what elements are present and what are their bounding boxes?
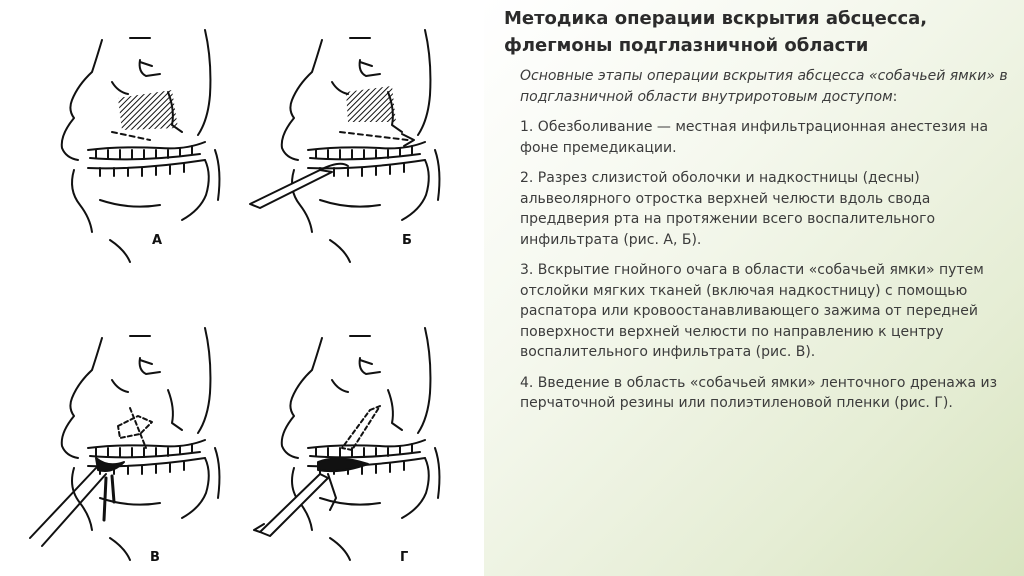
title-line-1: Методика операции вскрытия абсцесса, [504, 8, 928, 29]
bullet-step-1 [494, 117, 1014, 158]
bullet-step-4-text: 4. Введение в область «собачьей ямки» ленточного дренажа из перчаточной резины или полиэтиленовой пленки (рис. Г). [520, 374, 998, 411]
figure-label-a: А [152, 233, 163, 248]
bullet-intro [494, 66, 1014, 107]
bullet-step-4 [494, 373, 1014, 414]
figure-label-b: Б [402, 233, 412, 248]
figure-g-drawing [254, 328, 439, 560]
bullet-step-2 [494, 168, 1014, 250]
bullet-step-3 [494, 260, 1014, 363]
surgical-illustration-panel [0, 0, 484, 576]
text-panel [484, 0, 1024, 576]
figure-b-drawing [250, 30, 439, 262]
bullet-step-1-text: 1. Обезболивание — местная инфильтрационная анестезия на фоне премедикации. [520, 119, 989, 156]
bullet-list [494, 66, 1014, 424]
bullet-step-2-text: 2. Разрез слизистой оболочки и надкостницы (десны) альвеолярного отростка верхней челюсти вдоль свода преддверия рта на протяжении всего воспалительного инфильтрата (рис. А, Б). [520, 170, 936, 248]
bullet-intro-colon: : [892, 88, 898, 105]
bullet-intro-text: Основные этапы операции вскрытия абсцесса «собачьей ямки» в подглазничной области внутриротовым доступом [520, 68, 1008, 105]
surgical-illustration [0, 0, 484, 576]
figure-label-g: Г [400, 550, 409, 565]
slide-title [504, 5, 1014, 59]
title-line-2: флегмоны подглазничной области [504, 35, 869, 56]
figure-a-drawing [62, 30, 220, 262]
bullet-step-3-text: 3. Вскрытие гнойного очага в области «собачьей ямки» путем отслойки мягких тканей (включая надкостницу) с помощью распатора или кровоостанавливающего зажима от передней поверхности верхней челюсти по направлению к центру воспалительного инфильтрата (рис. В). [520, 262, 984, 360]
figure-v-drawing [30, 328, 219, 560]
figure-label-v: В [150, 550, 160, 565]
